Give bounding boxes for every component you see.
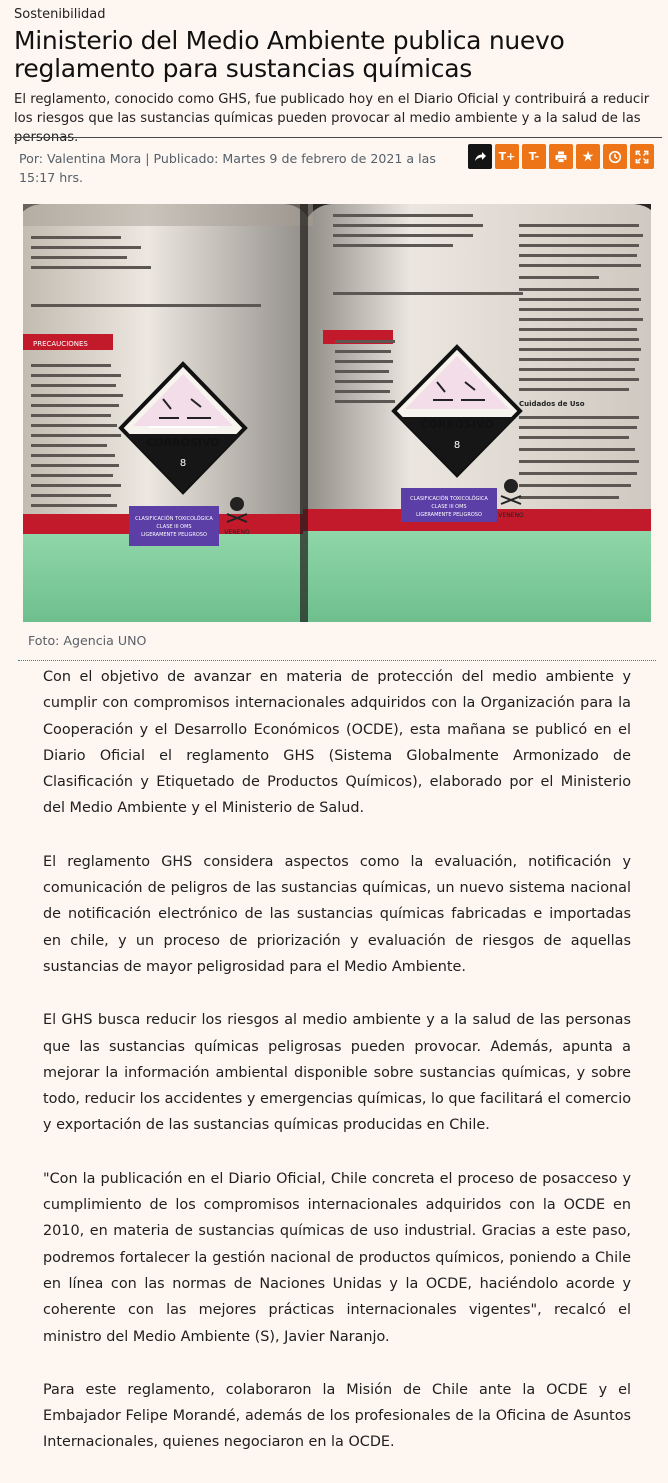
font-decrease-button[interactable] <box>522 144 546 169</box>
corrosive-bottles-illustration <box>23 204 651 622</box>
clock-icon <box>608 150 622 164</box>
print-button[interactable] <box>549 144 573 169</box>
article-body <box>43 664 631 1483</box>
font-decrease-icon: T- <box>528 150 540 163</box>
favorite-button[interactable] <box>576 144 600 169</box>
body-paragraph: "Con la publicación en el Diario Oficial, Chile concreta el proceso de posacceso y cumplimiento de los compromisos internacionales adquiridos con la OCDE en 2010, en materia de sustancias químicas de uso industrial. Gracias a este paso, podremos fortalecer la gestión nacional de productos químicos, poniendo a Chile en línea con las normas de Naciones Unidas y la OCDE, haciéndolo acorde y coherente con las mejores prácticas internacionales vigentes", recalcó el ministro del Medio Ambiente (S), Javier Naranjo. <box>43 1170 631 1345</box>
body-paragraph: El GHS busca reducir los riesgos al medio ambiente y a la salud de las personas que las sustancias químicas peligrosas pueden provocar. Además, apunta a mejorar la información ambiental disponible sobre sustancias químicas, y sobre todo, reducir los accidentes y emergencias químicas, lo que facilitará el comercio y exportación de las sustancias químicas producidas en Chile. <box>43 1012 631 1134</box>
caption-divider <box>18 660 656 661</box>
font-increase-button[interactable] <box>495 144 519 169</box>
left-danger-line: LIGERAMENTE PELIGROSO <box>141 532 207 538</box>
left-hazard-text: CORROSIVO <box>146 436 220 449</box>
article-photo <box>23 204 651 622</box>
right-hazard-class: 8 <box>453 440 461 451</box>
right-danger-line: LIGERAMENTE PELIGROSO <box>416 512 482 518</box>
share-icon <box>473 150 487 164</box>
star-icon: ★ <box>581 148 595 165</box>
left-classification-text: CLASIFICACIÓN TOXICOLÓGICA <box>135 516 213 522</box>
left-veneno-text: VENENO <box>224 529 250 536</box>
left-class-line: CLASE III OMS <box>156 524 192 530</box>
body-paragraph: El reglamento GHS considera aspectos como la evaluación, notificación y comunicación de peligros de las sustancias químicas, un nuevo sistema nacional de notificación electrónico de las sustancias químicas fabricadas e importadas en chile, y un proceso de priorización y evaluación de riesgos de aquellas sustancias de mayor peligrosidad para el Medio Ambiente. <box>43 853 631 975</box>
right-cuidados-text: Cuidados de Uso <box>519 400 585 408</box>
body-paragraph: Para este reglamento, colaboraron la Misión de Chile ante la OCDE y el Embajador Felipe Morandé, además de los profesionales de la Oficina de Asuntos Internacionales, quienes negociaron en la OCDE. <box>43 1381 631 1451</box>
reading-time-button[interactable] <box>603 144 627 169</box>
print-icon <box>554 150 568 164</box>
right-veneno-text: VENENO <box>498 512 524 519</box>
left-precauciones-text: PRECAUCIONES <box>33 340 88 348</box>
fullscreen-button[interactable] <box>630 144 654 169</box>
header-divider <box>14 137 662 138</box>
article-lead: El reglamento, conocido como GHS, fue publicado hoy en el Diario Oficial y contribuirá a reducir los riesgos que las sustancias químicas pueden provocar al medio ambiente y a la salud de las personas. <box>14 92 650 145</box>
body-paragraph: Con el objetivo de avanzar en materia de protección del medio ambiente y cumplir con compromisos internacionales adquiridos con la Organización para la Cooperación y el Desarrollo Económicos (OCDE), esta mañana se publicó en el Diario Oficial el reglamento GHS (Sistema Globalmente Armonizado de Clasificación y Etiquetado de Productos Químicos), elaborado por el Ministerio del Medio Ambiente y el Ministerio de Salud. <box>43 669 631 817</box>
fullscreen-icon <box>635 150 649 164</box>
font-increase-icon: T+ <box>498 150 516 163</box>
right-hazard-text: CORROSIVO <box>420 418 494 431</box>
right-class-line: CLASE III OMS <box>431 504 467 510</box>
article-title: Ministerio del Medio Ambiente publica nuevo reglamento para sustancias químicas <box>14 26 565 83</box>
article-toolbar <box>468 144 654 169</box>
right-classification-text: CLASIFICACIÓN TOXICOLÓGICA <box>410 496 488 502</box>
left-hazard-class: 8 <box>179 458 187 469</box>
share-button[interactable] <box>468 144 492 169</box>
section-label[interactable]: Sostenibilidad <box>14 7 106 22</box>
article-byline: Por: Valentina Mora | Publicado: Martes 9 de febrero de 2021 a las 15:17 hrs. <box>19 151 436 185</box>
photo-caption: Foto: Agencia UNO <box>28 633 147 648</box>
